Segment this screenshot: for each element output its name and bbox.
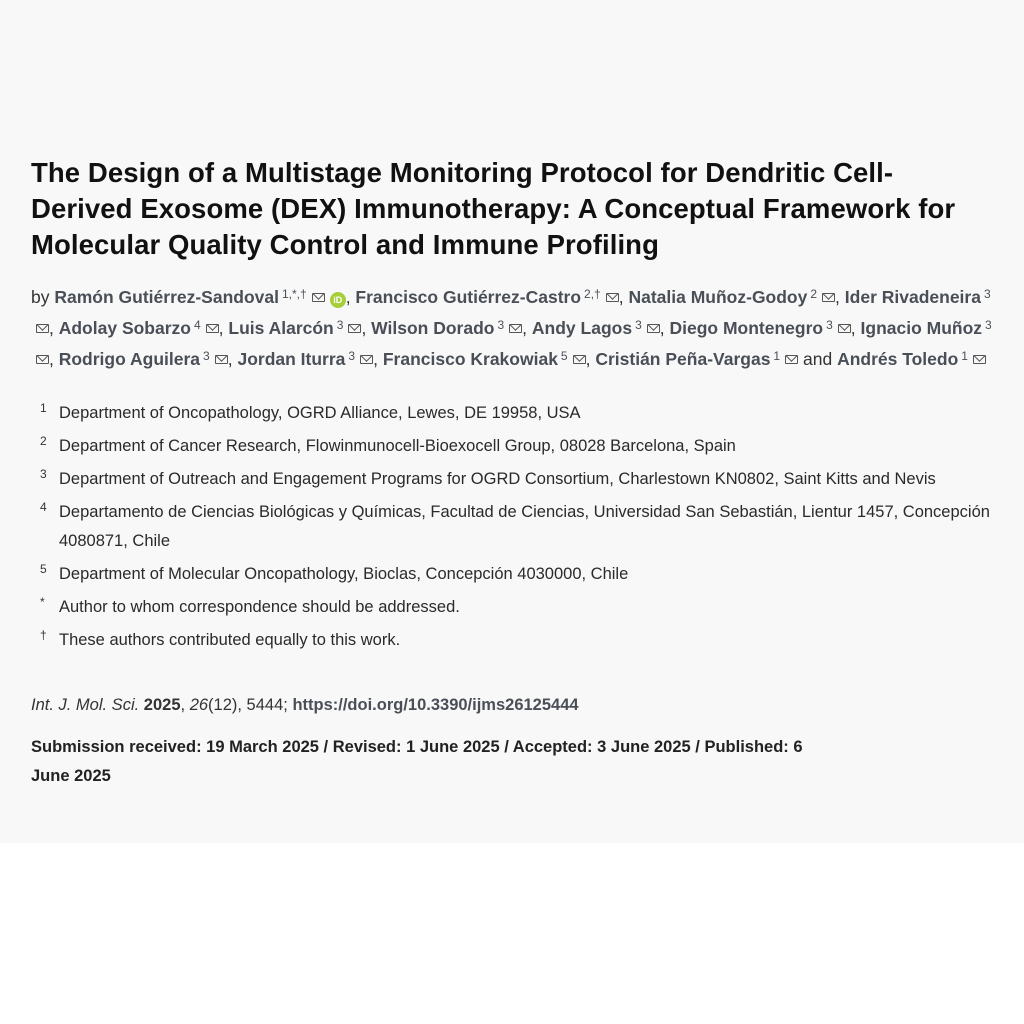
author-name-link[interactable]: Francisco Krakowiak [382,349,558,369]
author-affiliation-marks: 1,*,† [282,287,307,301]
affiliation-text: Departamento de Ciencias Biológicas y Químicas, Facultad de Ciencias, Universidad San Sebastián, Lientur 1457, Concepción 4080871, Chile [59,503,990,550]
affiliation-text: Department of Molecular Oncopathology, Bioclas, Concepción 4030000, Chile [59,565,629,583]
author-name-link[interactable]: Andy Lagos [531,318,633,338]
affiliation-list [31,399,993,655]
author-affiliation-marks: 3 [203,349,210,363]
affiliation-item [31,560,993,589]
affiliation-item [31,399,993,428]
author-affiliation-marks: 3 [826,318,833,332]
author-name-link[interactable]: Wilson Dorado [371,318,495,338]
affiliation-text: Department of Cancer Research, Flowinmunocell-Bioexocell Group, 08028 Barcelona, Spain [59,437,736,455]
affiliation-mark: 5 [40,562,47,576]
email-icon[interactable] [647,324,660,333]
author: Rodrigo Aguilera $^3$ , [58,349,238,369]
email-icon[interactable] [785,355,798,364]
author-name-link[interactable]: Cristián Peña-Vargas [595,349,771,369]
affiliation-mark: 4 [40,500,47,514]
and-label: and [802,349,833,369]
author-name-link[interactable]: Ignacio Muñoz [860,318,983,338]
by-label: by [31,287,50,307]
email-icon[interactable] [36,324,49,333]
affiliation-text: These authors contributed equally to this work. [59,631,401,649]
author: Wilson Dorado $^3$ , [371,318,532,338]
affiliation-item [31,498,993,556]
author-name-link[interactable]: Diego Montenegro [669,318,824,338]
author-affiliation-marks: 2,† [584,287,601,301]
author: Luis Alarcón $^3$ , [228,318,372,338]
author-affiliation-marks: 3 [985,318,992,332]
author: Andy Lagos $^3$ , [531,318,670,338]
author-affiliation-marks: 5 [560,349,568,363]
author: Ramón Gutiérrez-Sandoval $^{1,*,\dagger}$ iD , [54,287,356,307]
author: Ignacio Muñoz $^3$, [31,318,992,369]
author-name-link[interactable]: Andrés Toledo [837,349,959,369]
author-affiliation-marks: 1 [961,349,968,363]
author-affiliation-marks: 3 [336,318,344,332]
author-name-link[interactable]: Adolay Sobarzo [58,318,191,338]
affiliation-item [31,593,993,622]
author-affiliation-marks: 4 [193,318,201,332]
author: Francisco Krakowiak $^5$ , [382,349,596,369]
email-icon[interactable] [360,355,373,364]
author-list [31,280,993,373]
author-affiliation-marks: 3 [983,287,991,301]
author-affiliation-marks: 1 [773,349,781,363]
article-header [31,155,993,791]
author-name-link[interactable]: Ider Rivadeneira [844,287,981,307]
author: Diego Montenegro $^3$ , [669,318,861,338]
email-icon[interactable] [36,355,49,364]
author-name-link[interactable]: Jordan Iturra [237,349,346,369]
citation-year: 2025 [143,696,181,714]
citation-volume: 26 [189,696,209,714]
author-name-link[interactable]: Natalia Muñoz-Godoy [628,287,808,307]
author: Natalia Muñoz-Godoy $^2$ , [628,287,845,307]
email-icon[interactable] [973,355,986,364]
affiliation-item [31,626,993,655]
author-affiliation-marks: 2 [810,287,818,301]
email-icon[interactable] [822,293,835,302]
affiliation-mark: 3 [40,467,47,481]
email-icon[interactable] [606,293,619,302]
author-name-link[interactable]: Ramón Gutiérrez-Sandoval [54,287,279,307]
affiliation-text: Department of Oncopathology, OGRD Alliance, Lewes, DE 19958, USA [59,404,581,422]
affiliation-mark: 2 [40,434,47,448]
citation-issue-pages: (12), 5444; [208,696,293,714]
journal-name: Int. J. Mol. Sci. [31,696,140,714]
author: Adolay Sobarzo $^4$ , [58,318,229,338]
orcid-icon[interactable]: iD [330,292,346,308]
affiliation-text: Author to whom correspondence should be addressed. [59,598,460,616]
affiliation-mark: * [40,595,45,609]
affiliation-mark: † [40,628,47,642]
email-icon[interactable] [348,324,361,333]
affiliation-item [31,465,993,494]
doi-link[interactable]: https://doi.org/10.3390/ijms26125444 [292,696,579,714]
email-icon[interactable] [312,293,325,302]
affiliation-mark: 1 [40,401,47,415]
author-affiliation-marks: 3 [497,318,505,332]
author: Jordan Iturra $^3$ , [237,349,383,369]
article-title: The Design of a Multistage Monitoring Protocol for Dendritic Cell-Derived Exosome (DEX) Immunotherapy: A Conceptual Framework for Molecular Quality Control and Immune Profiling [31,157,956,260]
author [837,349,986,369]
citation: Int. J. Mol. Sci. 2025, 26(12), 5444; https://doi.org/10.3390/ijms26125444 [31,696,579,714]
email-icon[interactable] [573,355,586,364]
publication-dates: Submission received: 19 March 2025 / Revised: 1 June 2025 / Accepted: 3 June 2025 / Published: 6 June 2025 [31,738,803,785]
author [595,349,837,369]
author-name-link[interactable]: Rodrigo Aguilera [58,349,201,369]
email-icon[interactable] [215,355,228,364]
author-affiliation-marks: 3 [635,318,642,332]
author: Francisco Gutiérrez-Castro $^{2,\dagger}$ , [355,287,629,307]
author-name-link[interactable]: Francisco Gutiérrez-Castro [355,287,582,307]
affiliation-text: Department of Outreach and Engagement Programs for OGRD Consortium, Charlestown KN0802, Saint Kitts and Nevis [59,470,936,488]
author-affiliation-marks: 3 [348,349,356,363]
author-name-link[interactable]: Luis Alarcón [228,318,334,338]
email-icon[interactable] [838,324,851,333]
author: Ider Rivadeneira $^3$, [31,287,991,338]
email-icon[interactable] [509,324,522,333]
affiliation-item [31,432,993,461]
email-icon[interactable] [206,324,219,333]
